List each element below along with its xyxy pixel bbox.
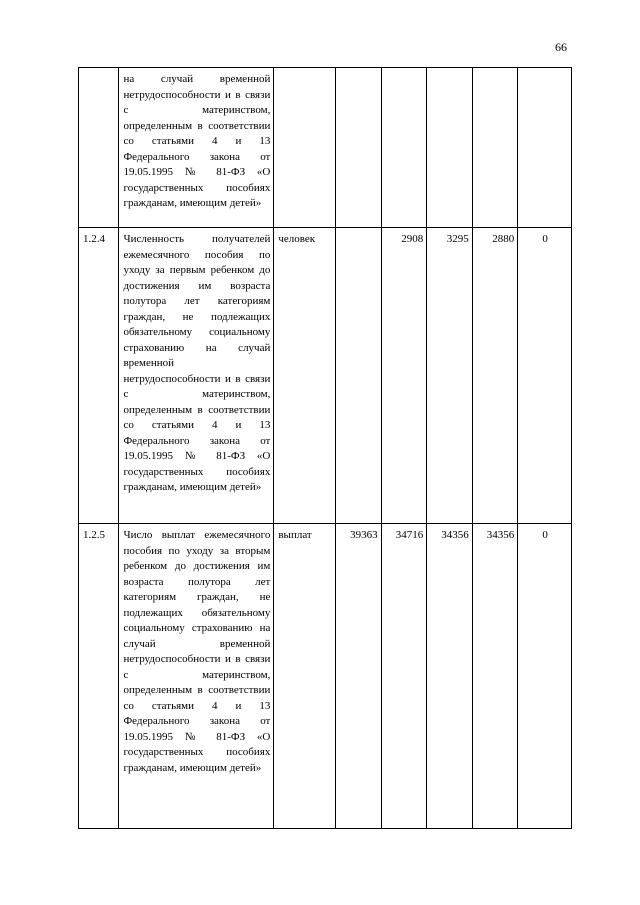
unit-cell: выплат <box>274 524 336 829</box>
value-cell-4: 34356 <box>472 524 518 829</box>
value-cell-2: 34716 <box>381 524 427 829</box>
table-row <box>79 68 572 228</box>
value-cell-1 <box>336 228 382 524</box>
value-cell-2: 2908 <box>381 228 427 524</box>
value-cell-3: 34356 <box>427 524 473 829</box>
value-cell-5: 0 <box>518 524 572 829</box>
value-cell-1: 39363 <box>336 524 382 829</box>
table-row <box>79 228 572 524</box>
value-cell-2 <box>381 68 427 228</box>
table-row <box>79 524 572 829</box>
row-number: 1.2.5 <box>79 524 119 829</box>
unit-cell <box>274 68 336 228</box>
indicators-table <box>78 67 572 829</box>
value-cell-4 <box>472 68 518 228</box>
value-cell-3 <box>427 68 473 228</box>
indicator-name: Число выплат ежемесячного пособия по уходу за вторым ребенком до достижения им возраста полутора лет категориям граждан, не подлежащих обязательному социальному страхованию на случай временной нетрудоспособности и в связи с материнством, определенным в соответствии со статьями 4 и 13 Федерального закона от 19.05.1995 № 81-ФЗ «О государственных пособиях гражданам, имеющим детей» <box>119 524 274 829</box>
value-cell-3: 3295 <box>427 228 473 524</box>
unit-cell: человек <box>274 228 336 524</box>
indicator-name: на случай временной нетрудоспособности и в связи с материнством, определенным в соответствии со статьями 4 и 13 Федерального закона от 19.05.1995 № 81-ФЗ «О государственных пособиях гражданам, имеющим детей» <box>119 68 274 228</box>
value-cell-1 <box>336 68 382 228</box>
page-number: 66 <box>555 40 567 54</box>
value-cell-5: 0 <box>518 228 572 524</box>
row-number: 1.2.4 <box>79 228 119 524</box>
indicator-name: Численность получателей ежемесячного пособия по уходу за первым ребенком до достижения им возраста полутора лет категориям граждан, не подлежащих обязательному социальному страхованию на случай временной нетрудоспособности и в связи с материнством, определенным в соответствии со статьями 4 и 13 Федерального закона от 19.05.1995 № 81-ФЗ «О государственных пособиях гражданам, имеющим детей» <box>119 228 274 524</box>
value-cell-4: 2880 <box>472 228 518 524</box>
row-number <box>79 68 119 228</box>
value-cell-5 <box>518 68 572 228</box>
